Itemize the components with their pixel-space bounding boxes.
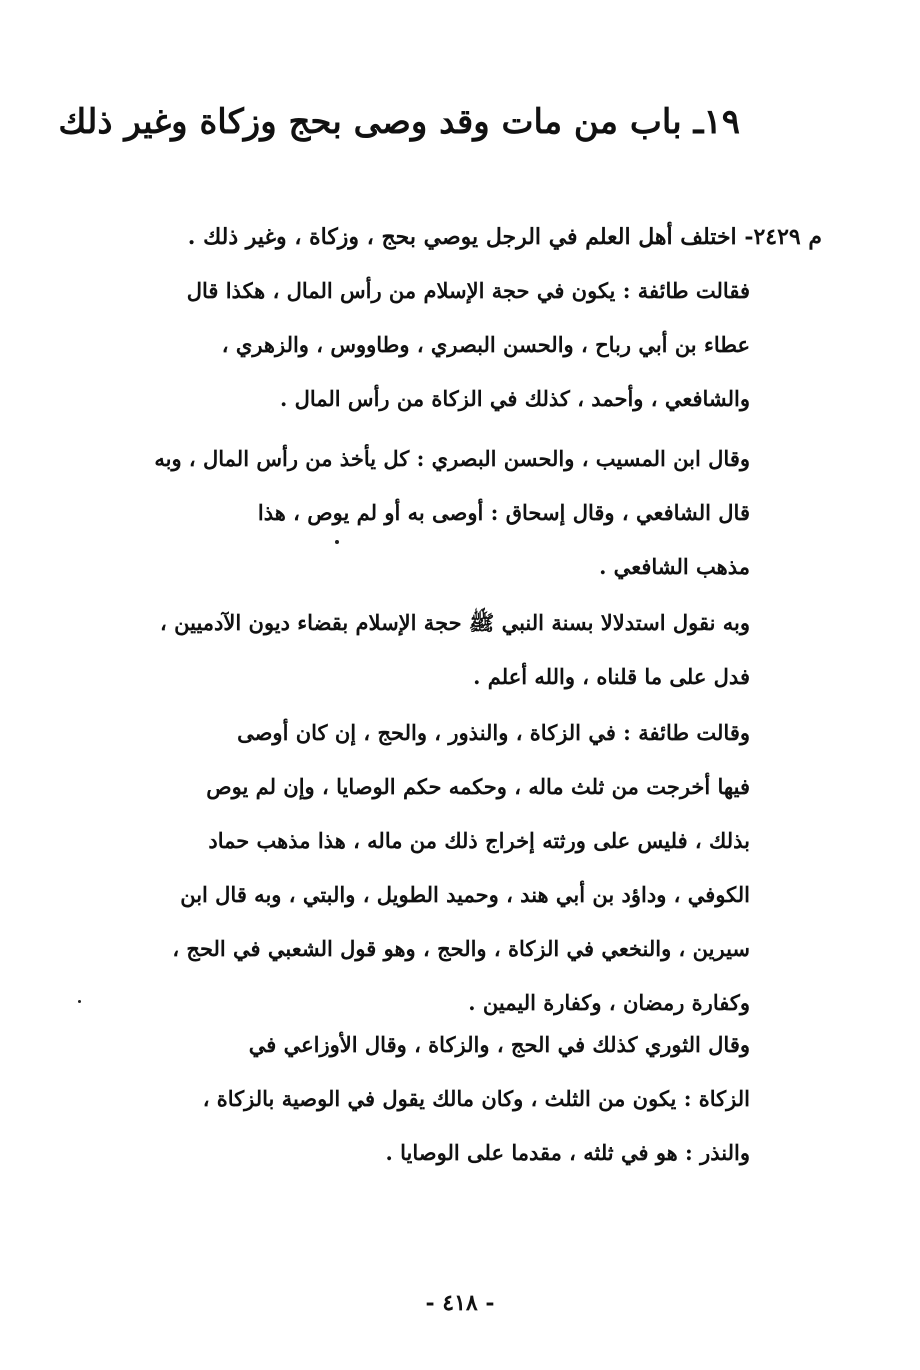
text-line: والنذر : هو في ثلثه ، مقدما على الوصايا . xyxy=(385,1140,750,1165)
text-line: قال الشافعي ، وقال إسحاق : أوصى به أو لم يوص ، هذا xyxy=(257,500,750,525)
text-line: والشافعي ، وأحمد ، كذلك في الزكاة من رأس المال . xyxy=(279,386,750,411)
text-line: الزكاة : يكون من الثلث ، وكان مالك يقول في الوصية بالزكاة ، xyxy=(202,1086,750,1111)
text-line: فقالت طائفة : يكون في حجة الإسلام من رأس المال ، هكذا قال xyxy=(186,278,750,303)
chapter-title: ١٩ـ باب من مات وقد وصى بحج وزكاة وغير ذلك xyxy=(58,102,740,142)
text-line: وقالت طائفة : في الزكاة ، والنذور ، والحج ، إن كان أوصى xyxy=(237,720,750,745)
paragraph xyxy=(110,432,750,594)
paragraph xyxy=(110,596,750,704)
text-line: عطاء بن أبي رباح ، والحسن البصري ، وطاووس ، والزهري ، xyxy=(221,332,750,357)
text-line: فيها أخرجت من ثلث ماله ، وحكمه حكم الوصايا ، وإن لم يوص xyxy=(206,774,750,799)
text-line: سيرين ، والنخعي في الزكاة ، والحج ، وهو قول الشعبي في الحج ، xyxy=(172,936,750,961)
page-number: - ٤١٨ - xyxy=(425,1290,495,1316)
paragraph xyxy=(110,706,750,1030)
text-line: مذهب الشافعي . xyxy=(599,554,750,579)
issue-heading: م ٢٤٢٩- اختلف أهل العلم في الرجل يوصي بحج ، وزكاة ، وغير ذلك . xyxy=(187,224,822,250)
text-line: وكفارة رمضان ، وكفارة اليمين . xyxy=(468,990,750,1015)
scan-speck xyxy=(78,1000,81,1003)
text-line: فدل على ما قلناه ، والله أعلم . xyxy=(473,664,750,689)
text-line: الكوفي ، وداؤد بن أبي هند ، وحميد الطويل ، والبتي ، وبه قال ابن xyxy=(180,882,750,907)
text-line: وبه نقول استدلالا بسنة النبي ﷺ حجة الإسلام بقضاء ديون الآدميين ، xyxy=(160,610,750,635)
paragraph xyxy=(110,1018,750,1180)
text-line: وقال ابن المسيب ، والحسن البصري : كل يأخذ من رأس المال ، وبه xyxy=(154,446,750,471)
text-line: وقال الثوري كذلك في الحج ، والزكاة ، وقال الأوزاعي في xyxy=(248,1032,750,1057)
paragraph xyxy=(110,264,750,426)
text-line: بذلك ، فليس على ورثته إخراج ذلك من ماله ، هذا مذهب حماد xyxy=(208,828,750,853)
scan-speck xyxy=(335,540,339,544)
